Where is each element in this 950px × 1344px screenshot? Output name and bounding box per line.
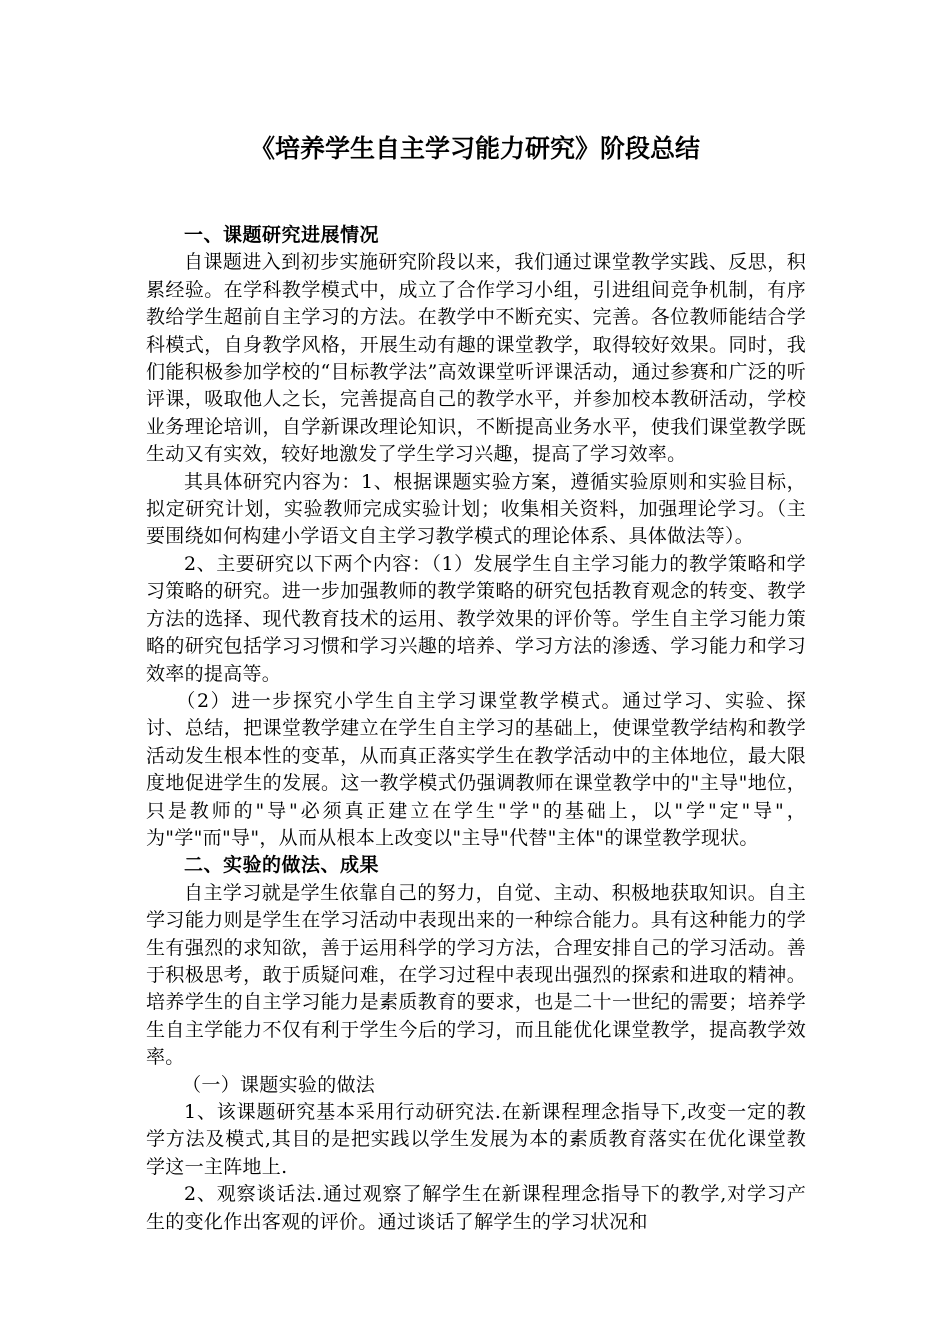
paragraph: 1、该课题研究基本采用行动研究法.在新课程理念指导下,改变一定的教学方法及模式,其目的是把实践以学生发展为本的素质教育落实在优化课堂教学这一主阵地上. <box>146 1101 806 1178</box>
section-heading: 一、课题研究进展情况 <box>184 224 380 246</box>
paragraph: 自主学习就是学生依靠自己的努力，自觉、主动、积极地获取知识。自主学习能力则是学生在学习活动中表现出来的一种综合能力。具有这种能力的学生有强烈的求知欲，善于运用科学的学习方法，合理安排自己的学习活动。善于积极思考，敢于质疑问难，在学习过程中表现出强烈的探索和进取的精神。培养学生的自主学习能力是素质教育的要求，也是二十一世纪的需要；培养学生自主学能力不仅有利于学生今后的学习，而且能优化课堂教学，提高教学效率。 <box>146 881 806 1069</box>
paragraph: 2、观察谈话法.通过观察了解学生在新课程理念指导下的教学,对学习产生的变化作出客观的评价。通过谈话了解学生的学习状况和 <box>146 1183 806 1233</box>
paragraph: 其具体研究内容为：1、根据课题实验方案，遵循实验原则和实验目标，拟定研究计划，实验教师完成实验计划；收集相关资料，加强理论学习。（主要围绕如何构建小学语文自主学习教学模式的理论体系、具体做法等）。 <box>146 470 806 548</box>
paragraph: 自课题进入到初步实施研究阶段以来，我们通过课堂教学实践、反思，积累经验。在学科教学模式中，成立了合作学习小组，引进组间竞争机制，有序教给学生超前自主学习的方法。在教学中不断充实、完善。各位教师能结合学科模式，自身教学风格，开展生动有趣的课堂教学，取得较好效果。同时，我们能积极参加学校的“目标教学法”高效课堂听评课活动，通过参赛和广泛的听评课，吸取他人之长，完善提高自己的教学水平，并参加校本教研活动，学校业务理论培训，自学新课改理论知识，不断提高业务水平，使我们课堂教学既生动又有实效，较好地激发了学生学习兴趣，提高了学习效率。 <box>146 251 806 466</box>
section-heading: 二、实验的做法、成果 <box>184 854 380 877</box>
paragraph: （2）进一步探究小学生自主学习课堂教学模式。通过学习、实验、探讨、总结，把课堂教学建立在学生自主学习的基础上，使课堂教学结构和教学活动发生根本性的变革，从而真正落实学生在教学活动中的主体地位，最大限度地促进学生的发展。这一教学模式仍强调教师在课堂教学中的"主导"地位，只是教师的"导"必须真正建立在学生"学"的基础上，以"学"定"导"，为"学"而"导"，从而从根本上改变以"主导"代替"主体"的课堂教学现状。 <box>146 689 806 849</box>
subsection-heading: （一）课题实验的做法 <box>182 1073 376 1096</box>
document-title: 《培养学生自主学习能力研究》阶段总结 <box>249 134 700 163</box>
paragraph: 2、主要研究以下两个内容：（1）发展学生自主学习能力的教学策略和学习策略的研究。进一步加强教师的教学策略的研究包括教育观念的转变、教学方法的选择、现代教育技术的运用、教学效果的评价等。学生自主学习能力策略的研究包括学习习惯和学习兴趣的培养、学习方法的渗透、学习能力和学习效率的提高等。 <box>146 552 806 685</box>
document-body <box>146 222 806 1236</box>
